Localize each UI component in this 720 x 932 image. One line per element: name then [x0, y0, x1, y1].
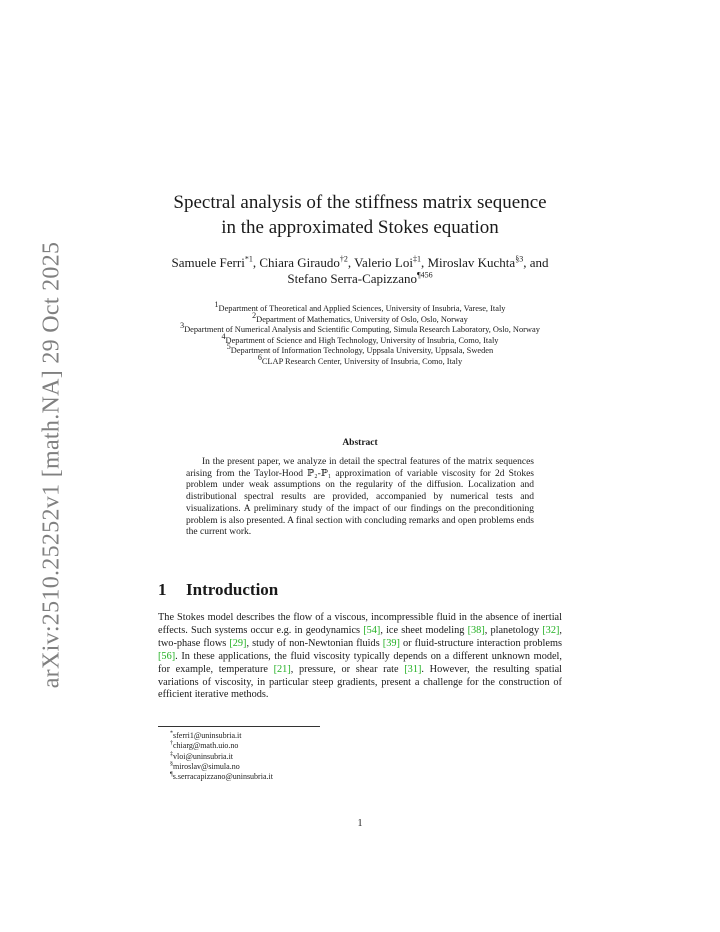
footnote-email: s.serracapizzano@uninsubria.it — [172, 772, 273, 782]
author-separator: , — [252, 255, 260, 270]
footnote-mark: § — [170, 761, 173, 768]
citation-link[interactable]: [29] — [229, 637, 247, 649]
paper-title — [158, 190, 562, 240]
text-run: . In these applications, the fluid viscosity typically depends on a different unknown model, for example, temperature — [158, 650, 562, 675]
author-separator: , and — [523, 255, 549, 270]
footnote-mark: † — [170, 740, 173, 747]
footnote-email: vloi@uninsubria.it — [173, 751, 234, 761]
affiliation-text: Department of Information Technology, Uppsala University, Uppsala, Sweden — [230, 346, 494, 356]
author-name: Valerio Loi — [354, 255, 413, 270]
footnote-mark: ¶ — [170, 771, 173, 778]
section-title: Introduction — [186, 580, 279, 599]
citation-link[interactable]: [32] — [542, 624, 560, 636]
affiliation-number: 1 — [214, 300, 219, 310]
title-line-2: in the approximated Stokes equation — [221, 217, 499, 238]
citation-link[interactable]: [21] — [273, 663, 291, 675]
affiliation — [152, 353, 568, 368]
citation-link[interactable]: [54] — [363, 624, 381, 636]
abstract-heading: Abstract — [342, 438, 378, 448]
affiliation — [152, 300, 568, 315]
arxiv-identifier-stamp: arXiv:2510.25252v1 [math.NA] 29 Oct 2025 — [38, 241, 65, 689]
text-run: , ice sheet modeling — [380, 624, 468, 636]
text-run: The Stokes model describes the flow of a viscous, incompressible fluid in the absence of inertial effects. Such systems occur e.g. in geodynamics — [158, 612, 562, 636]
author-marks: ‡1 — [412, 254, 421, 264]
text-run: or fluid-structure interaction problems — [399, 637, 562, 649]
text-run: , two-phase flows — [158, 624, 562, 649]
footnote-email: sferri1@uninsubria.it — [173, 731, 242, 740]
author-name: Stefano Serra-Capizzano — [287, 271, 417, 286]
text-run: , study of non-Newtonian fluids — [246, 637, 383, 649]
citation-link[interactable]: [31] — [404, 663, 422, 675]
section-heading — [158, 580, 278, 600]
footnote-email: miroslav@simula.no — [173, 761, 240, 771]
affiliation — [152, 321, 568, 336]
page-number: 1 — [357, 818, 363, 829]
author-list — [158, 255, 562, 287]
author-name: Miroslav Kuchta — [427, 255, 516, 270]
affiliation-text: Department of Numerical Analysis and Scientific Computing, Simula Research Laboratory, Oslo, Norway — [184, 325, 540, 335]
citation-link[interactable]: [38] — [467, 624, 485, 636]
affiliation-text: Department of Theoretical and Applied Sciences, University of Insubria, Varese, Italy — [218, 304, 506, 313]
author-separator: , — [347, 255, 355, 270]
affiliation-text: CLAP Research Center, University of Insubria, Como, Italy — [261, 356, 463, 366]
intro-text — [158, 612, 562, 702]
title-line-1: Spectral analysis of the stiffness matrix sequence — [173, 192, 547, 213]
abstract-text: In the present paper, we analyze in detail the spectral features of the matrix sequences arising from the Taylor-Hood ℙ₂-ℙ₁ approximation of variable viscosity for 2d Stokes problem under weak assumptions on the regularity of the diffusion. Localization and distributional spectral results are provided, accompanied by numerical tests and visualizations. A preliminary study of the impact of our findings on the preconditioning problem is also presented. A final section with concluding remarks and open problems ends the current work. — [186, 457, 534, 538]
affiliation-number: 2 — [252, 310, 257, 320]
author-marks: ¶456 — [416, 270, 433, 280]
affiliation-number: 4 — [221, 331, 226, 341]
citation-link[interactable]: [39] — [382, 637, 400, 649]
affiliation — [152, 310, 568, 326]
affiliations — [152, 300, 568, 368]
footnote-divider — [158, 726, 320, 727]
footnote — [170, 731, 273, 741]
footnote — [170, 741, 273, 751]
text-run: , pressure, or shear rate — [290, 663, 405, 675]
affiliation-text: Department of Science and High Technology, University of Insubria, Como, Italy — [225, 335, 499, 345]
citation-link[interactable]: [56] — [158, 650, 176, 662]
section-number: 1 — [158, 580, 167, 599]
affiliation-number: 5 — [226, 342, 231, 352]
text-run: , planetology — [484, 624, 543, 636]
footnote-mark: * — [170, 730, 173, 737]
introduction-paragraph — [158, 612, 562, 702]
footnote — [170, 752, 273, 762]
affiliation-text: Department of Mathematics, University of Oslo, Oslo, Norway — [256, 314, 468, 324]
footnote-mark: ‡ — [170, 750, 173, 757]
author-name: Samuele Ferri — [171, 255, 245, 270]
author-marks: *1 — [244, 254, 253, 264]
affiliation — [152, 342, 568, 357]
footnotes — [170, 731, 273, 782]
author-separator: , — [420, 255, 428, 270]
footnote — [170, 762, 273, 772]
abstract-body — [186, 457, 534, 539]
affiliation-number: 3 — [180, 321, 185, 331]
affiliation-number: 6 — [257, 353, 262, 363]
footnote — [170, 772, 273, 782]
footnote-email: chiarg@math.uio.no — [173, 741, 239, 751]
author-marks: †2 — [339, 254, 348, 264]
text-run: . However, the resulting spatial variations of viscosity, in particular steep gradients, present a challenge for the construction of efficient iterative methods. — [158, 663, 563, 701]
affiliation — [152, 331, 568, 347]
author-name: Chiara Giraudo — [259, 255, 340, 270]
author-marks: §3 — [515, 254, 524, 264]
